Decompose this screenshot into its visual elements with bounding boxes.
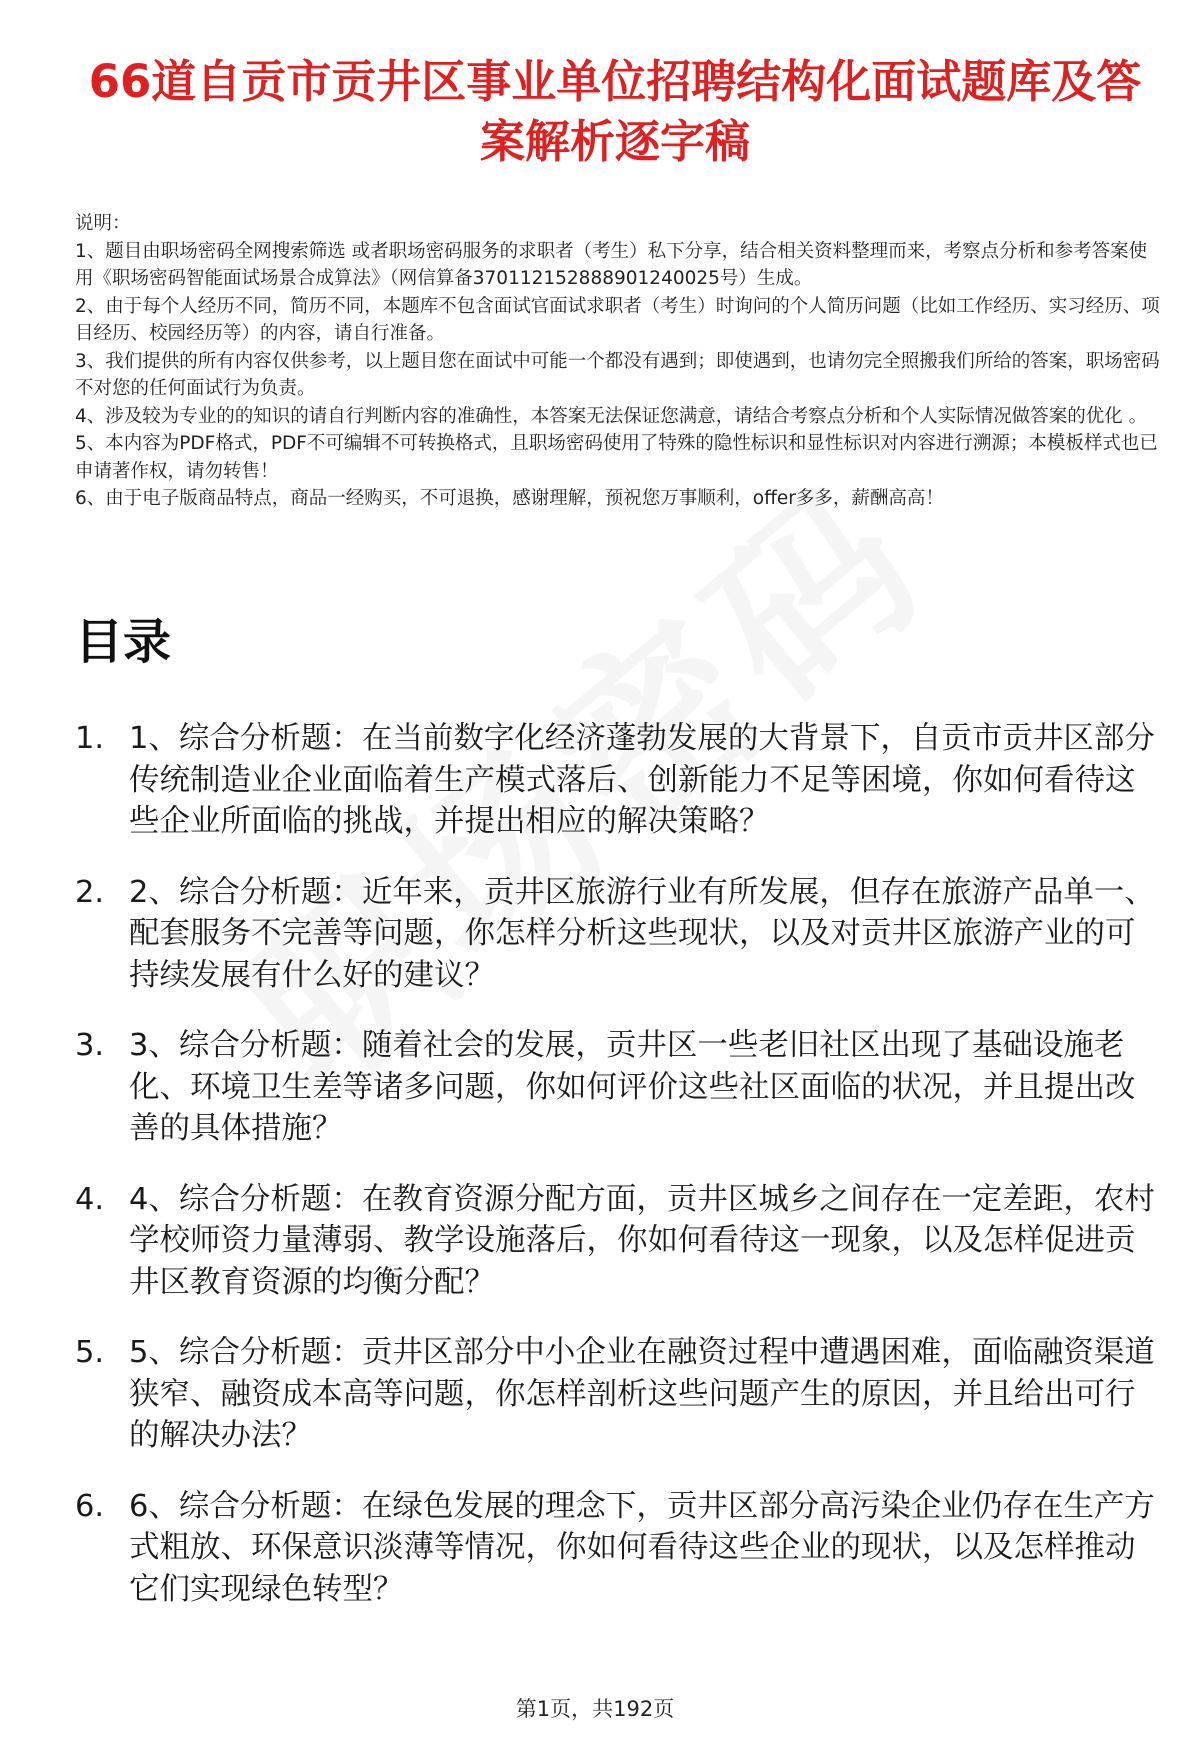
- toc-item-number: 6.: [75, 1488, 105, 1524]
- toc-item-number: 1.: [75, 721, 105, 756]
- toc-item[interactable]: [75, 718, 1165, 843]
- toc-list: [75, 718, 1165, 1639]
- toc-item-text: 1、综合分析题：在当前数字化经济蓬勃发展的大背景下，自贡市贡井区部分传统制造业企业面临着生产模式落后、创新能力不足等困境，你如何看待这些企业所面临的挑战，并提出相应的解决策略？: [129, 721, 1155, 839]
- toc-item-text: 4、综合分析题：在教育资源分配方面，贡井区城乡之间存在一定差距，农村学校师资力量薄弱、教学设施落后，你如何看待这一现象，以及怎样促进贡井区教育资源的均衡分配？: [129, 1181, 1155, 1300]
- notes-heading: 说明：: [75, 213, 131, 234]
- toc-item-number: 2.: [75, 874, 105, 910]
- note-item: 1、题目由职场密码全网搜索筛选 或者职场密码服务的求职者（考生）私下分享，结合相关资料整理而来，考察点分析和参考答案使用《职场密码智能面试场景合成算法》（网信算备370112152888901240025号）生成。: [75, 240, 1148, 289]
- toc-item-number: 4.: [75, 1181, 105, 1217]
- toc-item[interactable]: [75, 1332, 1165, 1457]
- note-item: 3、我们提供的所有内容仅供参考，以上题目您在面试中可能一个都没有遇到；即使遇到，也请勿完全照搬我们所给的答案，职场密码不对您的任何面试行为负责。: [75, 350, 1160, 399]
- note-item: 6、由于电子版商品特点，商品一经购买，不可退换，感谢理解，预祝您万事顺利，offer多多，薪酬高高！: [75, 488, 944, 509]
- note-item: 4、涉及较为专业的的知识的请自行判断内容的准确性，本答案无法保证您满意，请结合考察点分析和个人实际情况做答案的优化 。: [75, 405, 1148, 427]
- document-title: 66道自贡市贡井区事业单位招聘结构化面试题库及答案解析逐字稿: [88, 55, 1142, 168]
- toc-item-number: 5.: [75, 1335, 105, 1370]
- note-item: 5、本内容为PDF格式，PDF不可编辑不可转换格式，且职场密码使用了特殊的隐性标识和显性标识对内容进行溯源；本模板样式也已申请著作权，请勿转售！: [75, 433, 1158, 482]
- toc-item-number: 3.: [75, 1028, 105, 1063]
- note-item: 2、由于每个人经历不同，简历不同，本题库不包含面试官面试求职者（考生）时询问的个人简历问题（比如工作经历、实习经历、项目经历、校园经历等）的内容，请自行准备。: [75, 295, 1160, 344]
- page-number: 第1页，共192页: [515, 1697, 675, 1721]
- toc-item-text: 3、综合分析题：随着社会的发展，贡井区一些老旧社区出现了基础设施老化、环境卫生差等诸多问题，你如何评价这些社区面临的状况，并且提出改善的具体措施？: [129, 1028, 1136, 1146]
- toc-item-text: 2、综合分析题：近年来，贡井区旅游行业有所发展，但存在旅游产品单一、配套服务不完善等问题，你怎样分析这些现状，以及对贡井区旅游产业的可持续发展有什么好的建议？: [129, 874, 1155, 993]
- toc-item-text: 6、综合分析题：在绿色发展的理念下，贡井区部分高污染企业仍存在生产方式粗放、环保意识淡薄等情况，你如何看待这些企业的现状，以及怎样推动它们实现绿色转型？: [129, 1488, 1155, 1607]
- toc-item[interactable]: [75, 872, 1165, 997]
- toc-item[interactable]: [75, 1179, 1165, 1304]
- toc-item[interactable]: [75, 1486, 1165, 1611]
- toc-heading: 目录: [75, 614, 172, 670]
- toc-item[interactable]: [75, 1025, 1165, 1150]
- toc-item-text: 5、综合分析题：贡井区部分中小企业在融资过程中遭遇困难，面临融资渠道狭窄、融资成本高等问题，你怎样剖析这些问题产生的原因，并且给出可行的解决办法？: [129, 1335, 1155, 1453]
- notes-section: [75, 210, 1160, 513]
